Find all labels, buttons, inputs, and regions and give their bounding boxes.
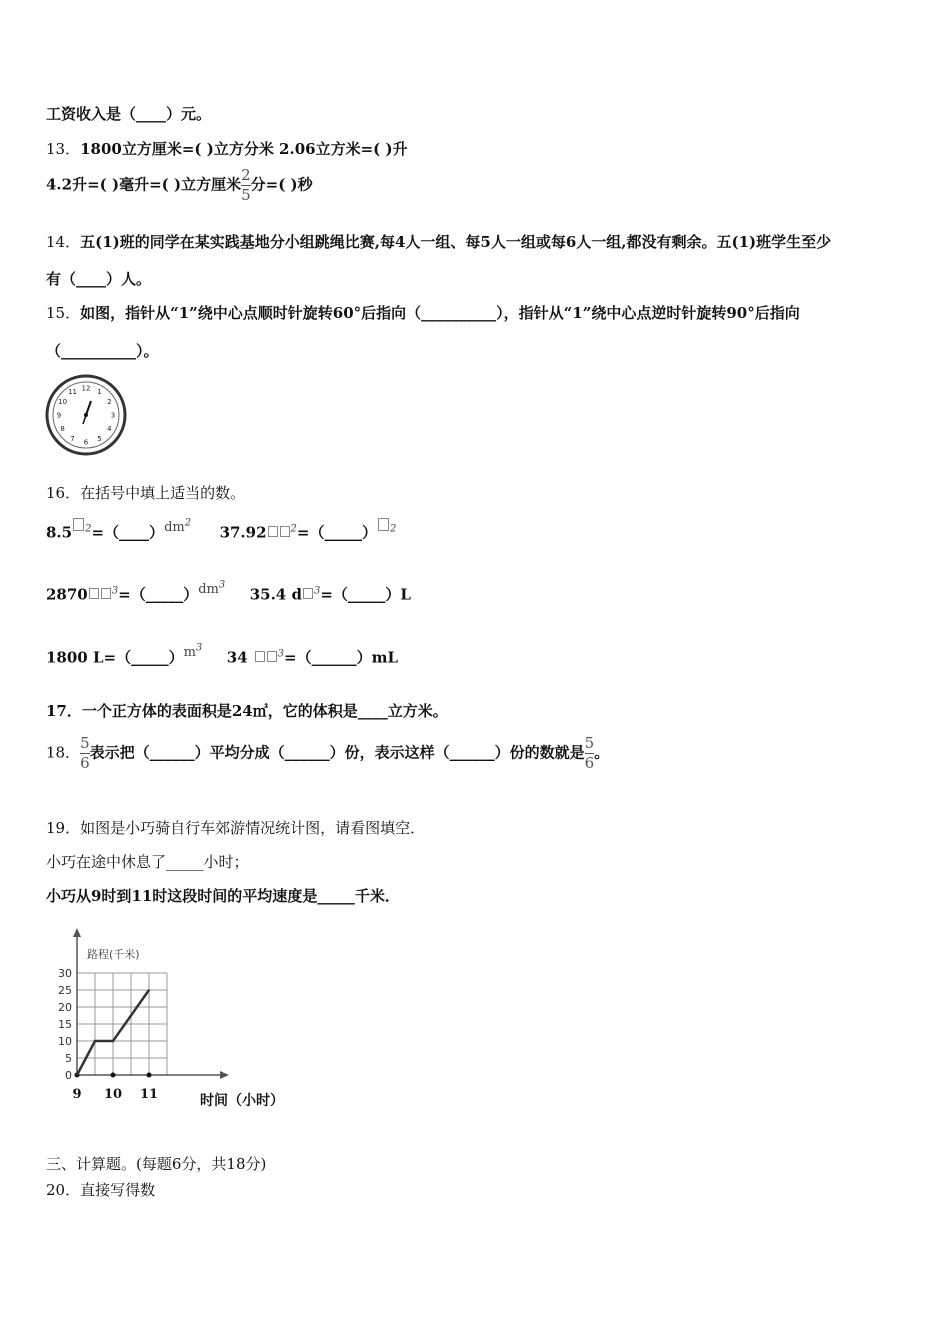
q16-r2a: 2870	[46, 585, 88, 604]
unit-glyph	[73, 518, 84, 531]
y-tick-label: 0	[65, 1069, 72, 1082]
q16-r2a-unit: $dm^3$	[198, 580, 226, 598]
q18-end: 。	[594, 743, 610, 762]
q14-number: 14．	[46, 233, 81, 251]
q15-text1: 如图，指针从“1”绕中心点顺时针旋转60°后指向（__________），指针从“1”绕中心点逆时针旋转90°后指向	[80, 304, 800, 322]
exponent: 2	[390, 523, 397, 535]
q16-r1a: 8.5	[46, 523, 73, 542]
exponent: 3	[313, 585, 321, 597]
data-point	[94, 1040, 96, 1042]
q13-text2a: 4.2升=( )毫升=( )立方厘米	[46, 175, 242, 194]
q18-frac2-den: 6	[584, 754, 595, 772]
q16-row2	[46, 580, 411, 604]
y-axis-label: 路程(千米)	[87, 948, 140, 961]
clock-number: 7	[70, 434, 75, 443]
data-point	[112, 1040, 114, 1042]
x-axis-label: 时间（小时）	[200, 1093, 284, 1109]
q13-fraction	[241, 168, 251, 203]
q18-frac2-num: 5	[584, 734, 595, 752]
q18-number: 18．	[46, 743, 81, 762]
unit-glyph	[378, 518, 389, 531]
q16-title: 16．在括号中填上适当的数。	[46, 484, 246, 502]
unit-glyph	[101, 588, 111, 599]
q13-line2	[46, 168, 313, 203]
q19-title: 19．如图是小巧骑自行车郊游情况统计图，请看图填空．	[46, 819, 426, 837]
q12-tail: 工资收入是（____）元。	[46, 105, 212, 123]
q16-r3b-eq: =（______）mL	[284, 648, 399, 667]
exponent: 2	[290, 523, 297, 535]
distance-time-chart	[44, 925, 314, 1115]
q15-line2: （__________）。	[46, 342, 159, 360]
y-tick-label: 30	[58, 967, 72, 980]
y-tick-label: 15	[58, 1018, 72, 1031]
q16-row1	[46, 518, 396, 542]
clock-number: 11	[68, 388, 77, 397]
q15-line1	[46, 302, 800, 323]
q18-line	[46, 736, 609, 771]
unit-glyph	[280, 526, 290, 537]
q20: 20．直接写得数	[46, 1181, 156, 1199]
data-point	[76, 1074, 78, 1076]
q13-line1: 13．1800立方厘米=( )立方分米 2.06立方米=( )升	[46, 140, 408, 158]
clock-number: 6	[83, 438, 89, 447]
q18-fraction-1	[80, 736, 90, 771]
x-tick-label: 10	[103, 1087, 123, 1102]
q19-line1: 小巧在途中休息了_____小时；	[46, 853, 249, 871]
x-axis-arrow	[220, 1071, 229, 1079]
q13-frac-den: 5	[241, 186, 251, 204]
q18-frac1-num: 5	[80, 734, 90, 752]
q16-r1b-eq: =（_____）	[296, 523, 377, 542]
clock-number: 12	[81, 384, 91, 393]
x-tick-label: 11	[139, 1087, 159, 1102]
unit-glyph	[268, 526, 278, 537]
x-tick-label: 9	[72, 1087, 82, 1102]
exponent: 2	[85, 523, 92, 535]
x-tick-dot	[111, 1073, 116, 1078]
q17: 17．一个正方体的表面积是24㎡，它的体积是____立方米。	[46, 702, 448, 720]
exponent: 3	[111, 585, 119, 597]
q16-r3a: 1800 L=（_____）	[46, 648, 184, 667]
q14-line1	[46, 231, 831, 252]
x-tick-dot	[147, 1073, 152, 1078]
y-tick-label: 5	[65, 1052, 72, 1065]
q13-frac-num: 2	[241, 166, 251, 184]
q18-frac1-den: 6	[80, 754, 90, 772]
q16-r3b: 34	[226, 648, 248, 667]
q16-r2a-eq: =（_____）	[118, 585, 199, 604]
q16-r2b: 35.4 d	[249, 585, 302, 604]
q16-r3a-unit: $m^3$	[183, 643, 203, 661]
section3-title: 三、计算题。(每题6分，共18分)	[46, 1155, 267, 1173]
clock-number: 2	[107, 398, 112, 406]
y-axis-arrow	[73, 928, 81, 937]
q15-number: 15．	[46, 304, 81, 322]
y-tick-label: 20	[58, 1001, 72, 1014]
clock-number: 3	[110, 411, 116, 420]
unit-glyph	[89, 588, 99, 599]
q16-row3	[46, 643, 398, 667]
q13-text2b: 分=( )秒	[250, 175, 313, 194]
q16-r1b: 37.92	[219, 523, 267, 542]
q14-text1: 五(1)班的同学在某实践基地分小组跳绳比赛,每4人一组、每5人一组或每6人一组,都没有剩余。五(1)班学生至少	[80, 233, 832, 251]
clock-number: 9	[56, 411, 62, 420]
unit-glyph	[303, 588, 313, 599]
y-tick-label: 25	[58, 984, 72, 997]
y-tick-label: 10	[58, 1035, 72, 1048]
q16-r1a-unit: $dm^2$	[164, 518, 192, 536]
clock-center	[84, 413, 88, 417]
clock-figure	[44, 372, 128, 458]
clock-number: 8	[60, 425, 65, 433]
q18-text: 表示把（______）平均分成（______）份，表示这样（______）份的数就是	[89, 743, 585, 762]
clock-number: 4	[107, 425, 112, 433]
unit-glyph	[267, 651, 277, 662]
q16-r2b-eq: =（_____）L	[320, 585, 411, 604]
exponent: 3	[277, 648, 285, 660]
clock-number: 10	[58, 398, 68, 406]
q16-r1a-eq: =（____）	[91, 523, 165, 542]
clock-number: 5	[97, 434, 102, 443]
q18-fraction-2	[585, 736, 595, 771]
unit-glyph	[255, 651, 265, 662]
clock-number: 1	[97, 388, 102, 397]
data-point	[148, 989, 150, 991]
q13-text1: 1800立方厘米=( )立方分米 2.06立方米=( )升	[80, 140, 408, 158]
q14-line2: 有（____）人。	[46, 270, 152, 288]
q19-line2: 小巧从9时到11时这段时间的平均速度是_____千米．	[46, 887, 400, 905]
